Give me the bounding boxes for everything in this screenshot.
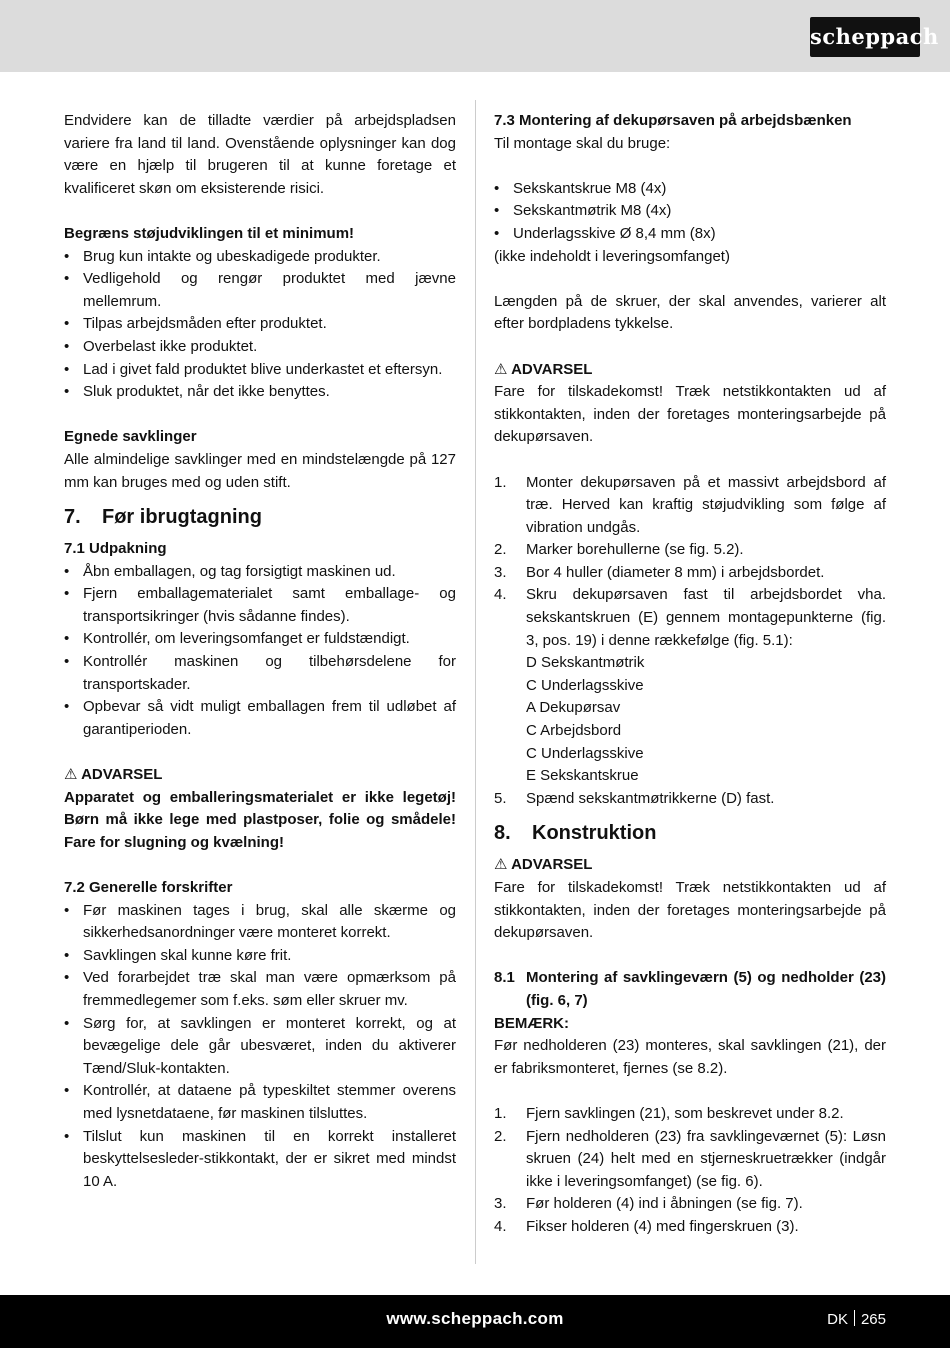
list-item: • Kontrollér maskinen og tilbehørsdelene for transportskader.: [64, 651, 456, 696]
list-item: • Sørg for, at savklingen er monteret korrekt, og at bevægelige dele går ubesværet, inden du aktiverer Tænd/Sluk-kontakten.: [64, 1013, 456, 1081]
order-item: E Sekskantskrue: [526, 767, 639, 785]
column-divider: [475, 100, 476, 1264]
blades-paragraph: Alle almindelige savklinger med en mindstelængde på 127 mm kan bruges med og uden stift.: [64, 450, 456, 491]
order-item: D Sekskantmøtrik: [526, 654, 645, 672]
list-item: • Opbevar så vidt muligt emballagen frem til udløbet af garantiperioden.: [64, 696, 456, 741]
subsection-7-3-heading: 7.3 Montering af dekupørsaven på arbejdsbænken: [494, 112, 852, 129]
right-column: [494, 110, 886, 1239]
list-item: 2. Marker borehullerne (se fig. 5.2).: [494, 541, 744, 559]
warning-heading: [494, 359, 886, 382]
parts-note: (ikke indeholdt i leveringsomfanget): [494, 247, 730, 265]
noise-list: [64, 246, 456, 404]
warning-triangle-icon: ⚠: [64, 766, 78, 784]
warning-label: ADVARSEL: [511, 856, 593, 874]
note-paragraph: Før nedholderen (23) monteres, skal savklingen (21), der er fabriksmonteret, fjernes (se 8.2).: [494, 1037, 886, 1077]
warning-triangle-icon: ⚠: [494, 856, 508, 874]
list-item: 1. Monter dekupørsaven på et massivt arbejdsbord af træ. Herved kan kraftig støjudvikling som følge af vibration undgås.: [494, 473, 886, 536]
blades-heading: Egnede savklinger: [64, 428, 197, 446]
list-item: • Fjern emballagematerialet samt emballage- og transportsikringer (hvis sådanne findes).: [64, 583, 456, 628]
subsection-7-1-heading: 7.1 Udpakning: [64, 540, 167, 558]
list-item: • Underlagsskive Ø 8,4 mm (8x): [494, 223, 886, 246]
blade-guard-steps: [494, 1103, 886, 1239]
screw-length-paragraph: Længden på de skruer, der skal anvendes, varierer alt efter bordpladens tykkelse.: [494, 292, 886, 333]
section-7-heading: [64, 494, 456, 538]
order-item: A Dekupørsav: [526, 699, 621, 717]
list-item: • Ved forarbejdet træ skal man være opmærksom på fremmedlegemer som f.eks. søm eller skruer mv.: [64, 967, 456, 1012]
warning-heading: [494, 854, 886, 877]
website-link[interactable]: www.scheppach.com: [386, 1309, 564, 1328]
list-item: 5. Spænd sekskantmøtrikkerne (D) fast.: [494, 789, 775, 807]
warning-heading: [64, 764, 456, 787]
warning-label: ADVARSEL: [81, 766, 163, 784]
section-title: Konstruktion: [532, 822, 657, 845]
list-item: • Kontrollér, om leveringsomfanget er fuldstændigt.: [64, 628, 456, 651]
order-item: C Underlagsskive: [526, 744, 644, 762]
list-item: • Kontrollér, at dataene på typeskiltet stemmer overens med lysnetdataene, før maskinen tilsluttes.: [64, 1080, 456, 1125]
parts-list: [494, 178, 886, 246]
mounting-steps: [494, 472, 886, 653]
general-rules-list: [64, 900, 456, 1194]
order-item: C Arbejdsbord: [526, 722, 622, 740]
list-item: 4. Fikser holderen (4) med fingerskruen (3).: [494, 1217, 799, 1235]
list-item: • Tilpas arbejdsmåden efter produktet.: [64, 313, 456, 336]
order-item: C Underlagsskive: [526, 676, 644, 694]
list-item: • Sekskantskrue M8 (4x): [494, 178, 886, 201]
list-item: 4. Skru dekupørsaven fast til arbejdsbordet vha. sekskantskruen (E) gennem montagepunkterne (fig. 3, pos. 19) i denne rækkefølge (fig. 5.1):: [494, 586, 886, 649]
intro-paragraph: Endvidere kan de tilladte værdier på arbejdspladsen variere fra land til land. Ovenstående oplysninger kan dog være en hjælp til brugeren til at kunne foretage et kvalificeret skøn om eksisterende risici.: [64, 112, 456, 197]
mounting-steps-final: [494, 788, 886, 811]
list-item: • Sluk produktet, når det ikke benyttes.: [64, 381, 456, 404]
mounting-intro: Til montage skal du bruge:: [494, 134, 671, 152]
noise-heading: Begræns støjudviklingen til et minimum!: [64, 224, 355, 242]
list-item: • Vedligehold og rengør produktet med jævne mellemrum.: [64, 268, 456, 313]
section-title: Før ibrugtagning: [102, 506, 262, 529]
list-item: • Lad i givet fald produktet blive underkastet et eftersyn.: [64, 359, 456, 382]
subsection-7-2-heading: 7.2 Generelle forskrifter: [64, 879, 233, 896]
list-item: • Før maskinen tages i brug, skal alle skærme og sikkerhedsanordninger være monteret korrekt.: [64, 900, 456, 945]
warning-label: ADVARSEL: [511, 360, 593, 378]
warning-paragraph: Apparatet og emballeringsmaterialet er ikke legetøj! Børn må ikke lege med plastposer, folie og smådele! Fare for slugning og kvælning!: [64, 788, 456, 851]
left-column: [64, 110, 456, 1193]
list-item: • Tilslut kun maskinen til en korrekt installeret beskyttelsesleder-stikkontakt, der er sikret med mindst 10 A.: [64, 1126, 456, 1194]
note-label: BEMÆRK:: [494, 1014, 569, 1032]
assembly-order: [494, 652, 886, 788]
list-item: • Åbn emballagen, og tag forsigtigt maskinen ud.: [64, 561, 456, 584]
list-item: 3. Før holderen (4) ind i åbningen (se fig. 7).: [494, 1195, 803, 1213]
warning-triangle-icon: ⚠: [494, 360, 508, 378]
separator: [854, 1310, 855, 1326]
section-8-heading: [494, 810, 886, 854]
list-item: • Savklingen skal kunne køre frit.: [64, 945, 456, 968]
list-item: • Overbelast ikke produktet.: [64, 336, 456, 359]
list-item: • Brug kun intakte og ubeskadigede produkter.: [64, 246, 456, 269]
page-footer: [0, 1295, 950, 1348]
language-code: DK: [827, 1311, 848, 1328]
list-item: 3. Bor 4 huller (diameter 8 mm) i arbejdsbordet.: [494, 563, 825, 581]
section-number: 7.: [64, 506, 81, 529]
list-item: 1. Fjern savklingen (21), som beskrevet under 8.2.: [494, 1104, 844, 1122]
page-header: [0, 0, 950, 72]
warning-paragraph: Fare for tilskadekomst! Træk netstikkontakten ud af stikkontakten, inden der foretages monteringsarbejde på dekupørsaven.: [494, 879, 886, 942]
subsection-8-1-heading: 8.1 Montering af savklingeværn (5) og nedholder (23) (fig. 6, 7): [494, 969, 886, 1009]
list-item: • Sekskantmøtrik M8 (4x): [494, 200, 886, 223]
page-number: 265: [860, 1311, 886, 1328]
unpacking-list: [64, 561, 456, 742]
brand-logo: scheppach: [810, 17, 920, 57]
page-indicator: [827, 1310, 886, 1328]
list-item: 2. Fjern nedholderen (23) fra savklingeværnet (5): Løsn skruen (24) helt med en stjerneskruetrækker (indgår ikke i leveringsomfanget) (se fig. 6).: [494, 1127, 886, 1190]
section-number: 8.: [494, 822, 511, 845]
warning-paragraph: Fare for tilskadekomst! Træk netstikkontakten ud af stikkontakten, inden der foretages monteringsarbejde på dekupørsaven.: [494, 383, 886, 446]
